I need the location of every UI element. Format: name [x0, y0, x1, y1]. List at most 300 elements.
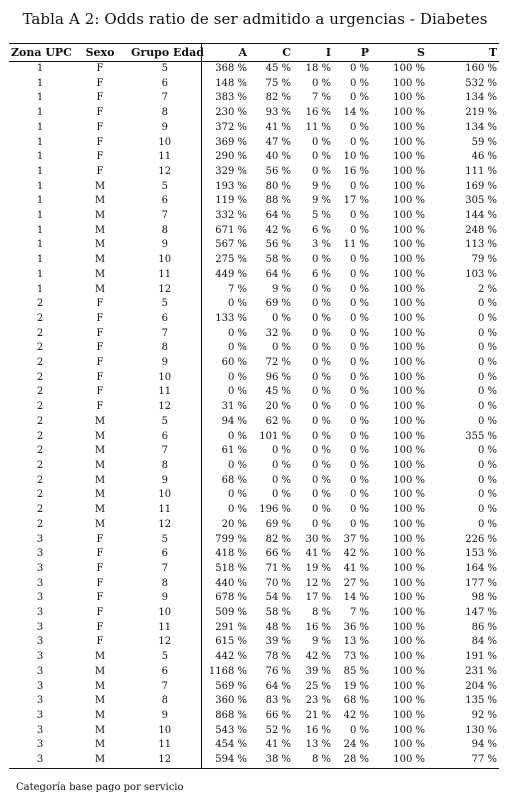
cell-p: 0 % — [349, 518, 369, 530]
table-row — [9, 253, 499, 268]
cell-p: 0 % — [349, 63, 369, 74]
cell-a: 291 % — [201, 621, 249, 636]
cell-t: 46 % — [471, 151, 497, 163]
cell-grupo-edad: 12 — [158, 165, 172, 177]
cell-t: 0 % — [477, 327, 497, 339]
cell-c: 32 % — [265, 327, 291, 339]
cell-c: 71 % — [265, 562, 291, 574]
cell-sexo: F — [96, 298, 104, 310]
cell-zona-upc: 2 — [36, 430, 44, 442]
cell-grupo-edad: 12 — [158, 283, 172, 295]
cell-sexo: M — [94, 474, 106, 486]
cell-i: 41 % — [305, 548, 331, 560]
cell-i: 0 % — [311, 342, 331, 354]
table-row — [9, 371, 499, 386]
cell-i: 9 % — [311, 636, 331, 648]
cell-zona-upc: 1 — [36, 268, 44, 280]
cell-a: 518 % — [201, 562, 249, 577]
cell-i: 6 % — [311, 224, 331, 236]
cell-s: 100 % — [393, 695, 425, 707]
cell-s: 100 % — [393, 577, 425, 589]
cell-grupo-edad: 5 — [161, 533, 168, 545]
cell-zona-upc: 2 — [36, 445, 44, 457]
cell-i: 7 % — [311, 92, 331, 104]
cell-t: 59 % — [471, 136, 497, 148]
cell-p: 28 % — [333, 753, 371, 768]
cell-i: 0 % — [311, 445, 331, 457]
cell-s: 100 % — [393, 254, 425, 266]
cell-c: 42 % — [265, 224, 291, 236]
cell-sexo: M — [94, 489, 106, 501]
cell-i: 0 % — [311, 518, 331, 530]
cell-p: 0 % — [349, 254, 369, 266]
cell-grupo-edad: 8 — [161, 459, 168, 471]
cell-a: 678 % — [201, 591, 249, 606]
cell-a: 543 % — [201, 724, 249, 739]
cell-t: 2 % — [477, 283, 497, 295]
table-row — [9, 650, 499, 665]
cell-c: 48 % — [265, 621, 291, 633]
cell-zona-upc: 1 — [36, 92, 44, 104]
cell-t: 0 % — [477, 342, 497, 354]
cell-a: 615 % — [201, 635, 249, 650]
cell-a: 7 % — [201, 283, 249, 298]
cell-sexo: F — [96, 77, 104, 89]
cell-s: 100 % — [371, 753, 427, 768]
cell-a: 567 % — [201, 238, 249, 253]
cell-i: 42 % — [305, 651, 331, 663]
cell-i: 25 % — [305, 680, 331, 692]
cell-p: 0 % — [349, 121, 369, 133]
cell-a: 440 % — [201, 577, 249, 592]
cell-s: 100 % — [393, 195, 425, 207]
cell-grupo-edad: 10 — [158, 607, 172, 619]
cell-a: 0 % — [201, 371, 249, 386]
cell-zona-upc: 3 — [36, 651, 44, 663]
cell-grupo-edad: 8 — [161, 695, 168, 707]
cell-sexo: F — [96, 165, 104, 177]
cell-t: 0 % — [477, 298, 497, 310]
cell-t: 0 % — [477, 357, 497, 369]
cell-zona-upc: 2 — [36, 518, 44, 530]
table-row — [9, 91, 499, 106]
cell-c: 66 % — [265, 548, 291, 560]
cell-sexo: M — [94, 739, 106, 751]
cell-c: 41 % — [265, 121, 291, 133]
cell-c: 64 % — [265, 210, 291, 222]
cell-c: 52 % — [265, 724, 291, 736]
cell-grupo-edad: 5 — [161, 298, 168, 310]
cell-t: 94 % — [471, 739, 497, 751]
table-row — [9, 209, 499, 224]
header-grupo-edad: Grupo Edad — [129, 44, 201, 62]
cell-i: 16 % — [305, 724, 331, 736]
table-row — [9, 503, 499, 518]
cell-s: 100 % — [393, 724, 425, 736]
table-row — [9, 297, 499, 312]
cell-i: 30 % — [305, 533, 331, 545]
cell-s: 100 % — [393, 224, 425, 236]
cell-zona-upc: 2 — [36, 327, 44, 339]
cell-i: 0 % — [311, 401, 331, 413]
cell-a: 0 % — [201, 327, 249, 342]
cell-c: 0 % — [271, 489, 291, 501]
cell-c: 78 % — [265, 651, 291, 663]
cell-i: 0 % — [311, 415, 331, 427]
table-row — [9, 665, 499, 680]
cell-zona-upc: 3 — [36, 665, 44, 677]
cell-grupo-edad: 6 — [161, 77, 168, 89]
cell-grupo-edad: 7 — [161, 210, 168, 222]
table-row — [9, 680, 499, 695]
cell-grupo-edad: 8 — [161, 342, 168, 354]
cell-t: 0 % — [477, 371, 497, 383]
table-row — [9, 283, 499, 298]
cell-c: 66 % — [265, 709, 291, 721]
cell-zona-upc: 2 — [36, 504, 44, 516]
cell-grupo-edad: 10 — [158, 371, 172, 383]
cell-a: 594 % — [201, 753, 249, 768]
cell-zona-upc: 2 — [36, 371, 44, 383]
cell-grupo-edad: 12 — [158, 401, 172, 413]
cell-i: 13 % — [305, 739, 331, 751]
cell-p: 0 % — [349, 357, 369, 369]
cell-t: 160 % — [465, 63, 497, 74]
cell-t: 77 % — [427, 753, 499, 768]
cell-grupo-edad: 10 — [158, 254, 172, 266]
cell-i: 3 % — [311, 239, 331, 251]
cell-zona-upc: 1 — [36, 195, 44, 207]
cell-t: 111 % — [465, 165, 497, 177]
cell-s: 100 % — [393, 63, 425, 74]
cell-s: 100 % — [393, 504, 425, 516]
cell-c: 93 % — [265, 107, 291, 119]
cell-sexo: F — [96, 92, 104, 104]
cell-grupo-edad: 7 — [161, 562, 168, 574]
cell-grupo-edad: 9 — [161, 709, 168, 721]
cell-sexo: M — [94, 224, 106, 236]
table-row — [9, 268, 499, 283]
cell-sexo: M — [94, 268, 106, 280]
table-row — [9, 753, 499, 768]
cell-sexo: F — [96, 562, 104, 574]
cell-s: 100 % — [393, 445, 425, 457]
cell-a: 0 % — [201, 488, 249, 503]
cell-grupo-edad: 5 — [161, 180, 168, 192]
cell-p: 68 % — [343, 695, 369, 707]
cell-c: 101 % — [259, 430, 291, 442]
cell-a: 1168 % — [201, 665, 249, 680]
cell-sexo: M — [71, 753, 129, 768]
cell-c: 38 % — [249, 753, 293, 768]
cell-grupo-edad: 10 — [158, 136, 172, 148]
cell-zona-upc: 3 — [36, 533, 44, 545]
table-row — [9, 341, 499, 356]
cell-sexo: M — [94, 195, 106, 207]
cell-grupo-edad: 5 — [161, 651, 168, 663]
cell-c: 56 % — [265, 165, 291, 177]
cell-sexo: F — [96, 63, 104, 74]
cell-grupo-edad: 7 — [161, 445, 168, 457]
cell-grupo-edad: 6 — [161, 195, 168, 207]
cell-t: 147 % — [465, 607, 497, 619]
cell-p: 17 % — [343, 195, 369, 207]
cell-s: 100 % — [393, 121, 425, 133]
cell-p: 0 % — [349, 415, 369, 427]
cell-i: 0 % — [311, 327, 331, 339]
cell-sexo: F — [96, 151, 104, 163]
cell-s: 100 % — [393, 680, 425, 692]
cell-s: 100 % — [393, 327, 425, 339]
cell-sexo: M — [94, 210, 106, 222]
cell-a: 60 % — [201, 356, 249, 371]
table-row — [9, 709, 499, 724]
table-row — [9, 724, 499, 739]
cell-a: 0 % — [201, 459, 249, 474]
cell-grupo-edad: 6 — [161, 548, 168, 560]
cell-sexo: M — [94, 415, 106, 427]
cell-grupo-edad: 11 — [158, 268, 172, 280]
cell-i: 0 % — [311, 474, 331, 486]
cell-s: 100 % — [393, 357, 425, 369]
cell-t: 113 % — [465, 239, 497, 251]
cell-t: 169 % — [465, 180, 497, 192]
cell-i: 0 % — [311, 386, 331, 398]
cell-a: 0 % — [201, 503, 249, 518]
cell-sexo: F — [96, 121, 104, 133]
table-row — [9, 533, 499, 548]
cell-grupo-edad: 8 — [161, 107, 168, 119]
cell-grupo-edad: 7 — [161, 92, 168, 104]
cell-t: 79 % — [471, 254, 497, 266]
cell-p: 0 % — [349, 268, 369, 280]
cell-sexo: M — [94, 445, 106, 457]
cell-c: 58 % — [265, 254, 291, 266]
cell-grupo-edad: 12 — [158, 636, 172, 648]
header-i: I — [293, 44, 333, 62]
cell-i: 0 % — [311, 136, 331, 148]
cell-zona-upc: 3 — [36, 577, 44, 589]
cell-c: 58 % — [265, 607, 291, 619]
cell-a: 368 % — [201, 62, 249, 77]
cell-sexo: M — [94, 665, 106, 677]
cell-sexo: F — [96, 607, 104, 619]
cell-a: 509 % — [201, 606, 249, 621]
cell-grupo-edad: 6 — [161, 312, 168, 324]
cell-t: 164 % — [465, 562, 497, 574]
cell-s: 100 % — [393, 636, 425, 648]
cell-p: 37 % — [343, 533, 369, 545]
cell-a: 230 % — [201, 106, 249, 121]
cell-zona-upc: 3 — [36, 592, 44, 604]
cell-c: 0 % — [271, 342, 291, 354]
header-sexo: Sexo — [71, 44, 129, 62]
cell-s: 100 % — [393, 607, 425, 619]
cell-s: 100 % — [393, 92, 425, 104]
cell-grupo-edad: 6 — [161, 430, 168, 442]
cell-c: 62 % — [265, 415, 291, 427]
cell-zona-upc: 3 — [36, 636, 44, 648]
cell-t: 532 % — [465, 77, 497, 89]
cell-sexo: F — [96, 386, 104, 398]
cell-t: 0 % — [477, 401, 497, 413]
table-row — [9, 591, 499, 606]
cell-a: 119 % — [201, 194, 249, 209]
cell-p: 10 % — [343, 151, 369, 163]
cell-grupo-edad: 10 — [158, 489, 172, 501]
cell-a: 868 % — [201, 709, 249, 724]
cell-t: 92 % — [471, 709, 497, 721]
cell-sexo: M — [94, 504, 106, 516]
cell-zona-upc: 1 — [36, 77, 44, 89]
cell-sexo: F — [96, 107, 104, 119]
cell-t: 135 % — [465, 695, 497, 707]
cell-c: 96 % — [265, 371, 291, 383]
cell-s: 100 % — [393, 709, 425, 721]
cell-zona-upc: 3 — [36, 739, 44, 751]
cell-a: 442 % — [201, 650, 249, 665]
cell-c: 45 % — [265, 63, 291, 74]
cell-sexo: F — [96, 592, 104, 604]
table-row — [9, 444, 499, 459]
table-row — [9, 430, 499, 445]
header-t: T — [427, 44, 499, 62]
cell-a: 0 % — [201, 385, 249, 400]
cell-s: 100 % — [393, 474, 425, 486]
cell-i: 0 % — [311, 165, 331, 177]
cell-c: 54 % — [265, 592, 291, 604]
cell-i: 0 % — [311, 357, 331, 369]
cell-c: 39 % — [265, 636, 291, 648]
cell-c: 76 % — [265, 665, 291, 677]
cell-a: 193 % — [201, 180, 249, 195]
table-row — [9, 577, 499, 592]
cell-grupo-edad: 9 — [161, 239, 168, 251]
cell-t: 231 % — [465, 665, 497, 677]
cell-i: 18 % — [305, 63, 331, 74]
table-row — [9, 312, 499, 327]
cell-zona-upc: 3 — [36, 709, 44, 721]
cell-p: 36 % — [343, 621, 369, 633]
header-a: A — [201, 44, 249, 62]
table-row — [9, 327, 499, 342]
cell-i: 0 % — [311, 254, 331, 266]
table-body — [9, 62, 499, 769]
cell-t: 355 % — [465, 430, 497, 442]
header-p: P — [333, 44, 371, 62]
cell-s: 100 % — [393, 665, 425, 677]
cell-a: 372 % — [201, 121, 249, 136]
cell-grupo-edad: 9 — [161, 592, 168, 604]
cell-zona-upc: 1 — [36, 210, 44, 222]
cell-sexo: M — [94, 651, 106, 663]
cell-s: 100 % — [393, 210, 425, 222]
cell-s: 100 % — [393, 386, 425, 398]
cell-c: 56 % — [265, 239, 291, 251]
cell-p: 0 % — [349, 401, 369, 413]
cell-c: 20 % — [265, 401, 291, 413]
cell-a: 671 % — [201, 224, 249, 239]
cell-sexo: F — [96, 357, 104, 369]
cell-zona-upc: 3 — [36, 548, 44, 560]
cell-c: 69 % — [265, 298, 291, 310]
cell-p: 0 % — [349, 312, 369, 324]
cell-p: 0 % — [349, 459, 369, 471]
table-row — [9, 621, 499, 636]
cell-c: 0 % — [271, 459, 291, 471]
cell-s: 100 % — [393, 298, 425, 310]
cell-a: 383 % — [201, 91, 249, 106]
cell-a: 0 % — [201, 341, 249, 356]
cell-i: 19 % — [305, 562, 331, 574]
cell-zona-upc: 2 — [36, 459, 44, 471]
cell-t: 219 % — [465, 107, 497, 119]
cell-s: 100 % — [393, 592, 425, 604]
header-zona-upc: Zona UPC — [9, 44, 71, 62]
cell-a: 133 % — [201, 312, 249, 327]
cell-c: 0 % — [271, 312, 291, 324]
cell-grupo-edad: 9 — [161, 474, 168, 486]
cell-sexo: M — [94, 430, 106, 442]
cell-grupo-edad: 5 — [161, 415, 168, 427]
cell-s: 100 % — [393, 107, 425, 119]
footnote: Categoría base pago por servicio — [16, 782, 184, 793]
cell-t: 0 % — [477, 386, 497, 398]
cell-p: 0 % — [349, 445, 369, 457]
cell-a: 360 % — [201, 694, 249, 709]
cell-s: 100 % — [393, 239, 425, 251]
cell-s: 100 % — [393, 268, 425, 280]
cell-sexo: M — [94, 518, 106, 530]
cell-s: 100 % — [393, 459, 425, 471]
cell-s: 100 % — [393, 562, 425, 574]
table-row — [9, 459, 499, 474]
cell-s: 100 % — [393, 621, 425, 633]
cell-i: 11 % — [305, 121, 331, 133]
cell-a: 332 % — [201, 209, 249, 224]
cell-i: 0 % — [311, 430, 331, 442]
cell-i: 21 % — [305, 709, 331, 721]
cell-c: 0 % — [271, 445, 291, 457]
cell-grupo-edad: 5 — [161, 63, 168, 74]
cell-c: 0 % — [271, 474, 291, 486]
cell-c: 9 % — [271, 283, 291, 295]
cell-sexo: F — [96, 342, 104, 354]
cell-sexo: M — [94, 695, 106, 707]
cell-p: 0 % — [349, 724, 369, 736]
cell-s: 100 % — [393, 77, 425, 89]
cell-p: 11 % — [343, 239, 369, 251]
cell-sexo: F — [96, 533, 104, 545]
cell-sexo: F — [96, 312, 104, 324]
cell-a: 329 % — [201, 165, 249, 180]
cell-zona-upc: 3 — [36, 680, 44, 692]
cell-p: 0 % — [349, 283, 369, 295]
table-row — [9, 62, 499, 77]
cell-p: 73 % — [343, 651, 369, 663]
cell-sexo: F — [96, 577, 104, 589]
cell-t: 0 % — [477, 312, 497, 324]
cell-p: 0 % — [349, 386, 369, 398]
cell-s: 100 % — [393, 651, 425, 663]
cell-i: 17 % — [305, 592, 331, 604]
cell-i: 39 % — [305, 665, 331, 677]
cell-i: 8 % — [293, 753, 333, 768]
cell-zona-upc: 1 — [36, 180, 44, 192]
cell-sexo: M — [94, 680, 106, 692]
cell-sexo: F — [96, 136, 104, 148]
table-row — [9, 738, 499, 753]
